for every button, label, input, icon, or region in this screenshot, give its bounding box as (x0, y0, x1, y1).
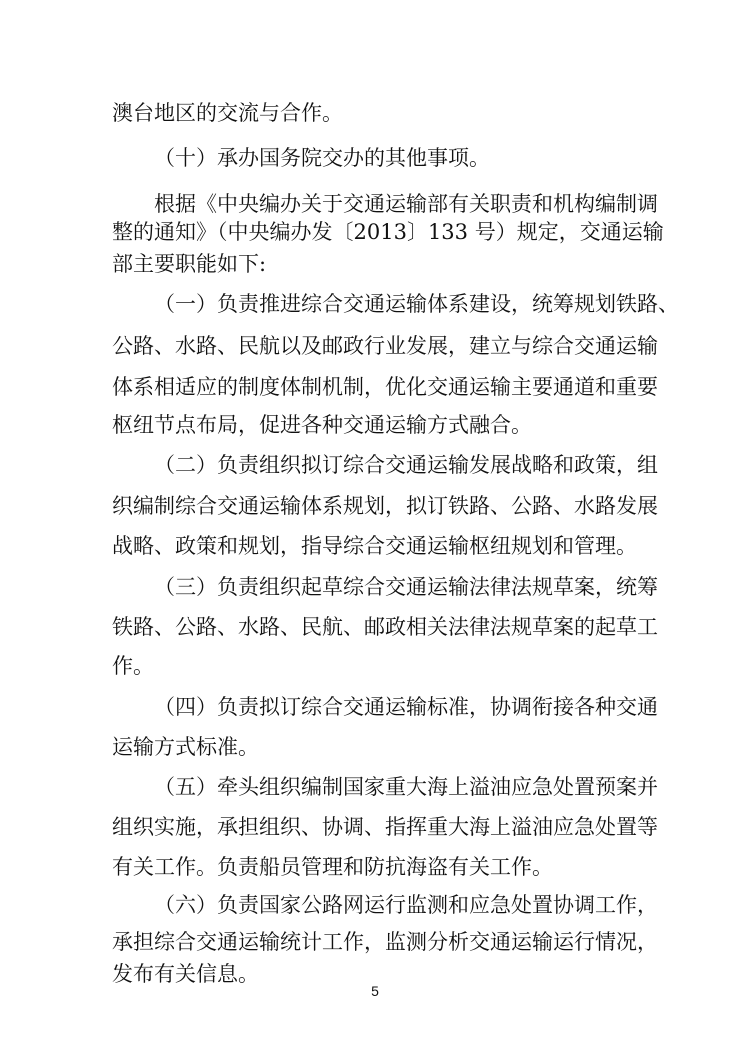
text-line: 组织实施，承担组织、协调、指挥重大海上溢油应急处置等 (112, 815, 658, 839)
text-line: 作。 (112, 654, 154, 678)
text-line: 公路、水路、民航以及邮政行业发展，建立与综合交通运输 (112, 334, 658, 358)
text-line: 澳台地区的交流与合作。 (112, 101, 343, 125)
text-line: （四）负责拟订综合交通运输标准，协调衔接各种交通 (154, 695, 658, 719)
text-line: 体系相适应的制度体制机制，优化交通运输主要通道和重要 (112, 375, 658, 399)
text-line: 部主要职能如下: (112, 252, 267, 276)
page-number: 5 (371, 983, 379, 999)
text-line: （六）负责国家公路网运行监测和应急处置协调工作， (154, 893, 658, 917)
text-line: 发布有关信息。 (112, 962, 259, 986)
text-line: （五）牵头组织编制国家重大海上溢油应急处置预案并 (154, 775, 658, 799)
text-line: （三）负责组织起草综合交通运输法律法规草案，统筹 (154, 575, 658, 599)
text-line: 有关工作。负责船员管理和防抗海盗有关工作。 (112, 855, 553, 879)
text-line: 战略、政策和规划，指导综合交通运输枢纽规划和管理。 (112, 534, 637, 558)
text-line: 织编制综合交通运输体系规划，拟订铁路、公路、水路发展 (112, 494, 658, 518)
text-line: 根据《中央编办关于交通运输部有关职责和机构编制调 (154, 192, 658, 216)
text-line: 运输方式标准。 (112, 735, 259, 759)
text-line: 整的通知》（中央编办发〔2013〕133 号）规定，交通运输 (112, 220, 664, 244)
text-line: 承担综合交通运输统计工作，监测分析交通运输运行情况， (112, 930, 658, 954)
text-line: （十）承办国务院交办的其他事项。 (154, 146, 490, 170)
text-line: （一）负责推进综合交通运输体系建设，统筹规划铁路、 (154, 292, 679, 316)
text-line: （二）负责组织拟订综合交通运输发展战略和政策，组 (154, 453, 658, 477)
text-line: 枢纽节点布局，促进各种交通运输方式融合。 (112, 413, 532, 437)
text-line: 铁路、公路、水路、民航、邮政相关法律法规草案的起草工 (112, 615, 658, 639)
